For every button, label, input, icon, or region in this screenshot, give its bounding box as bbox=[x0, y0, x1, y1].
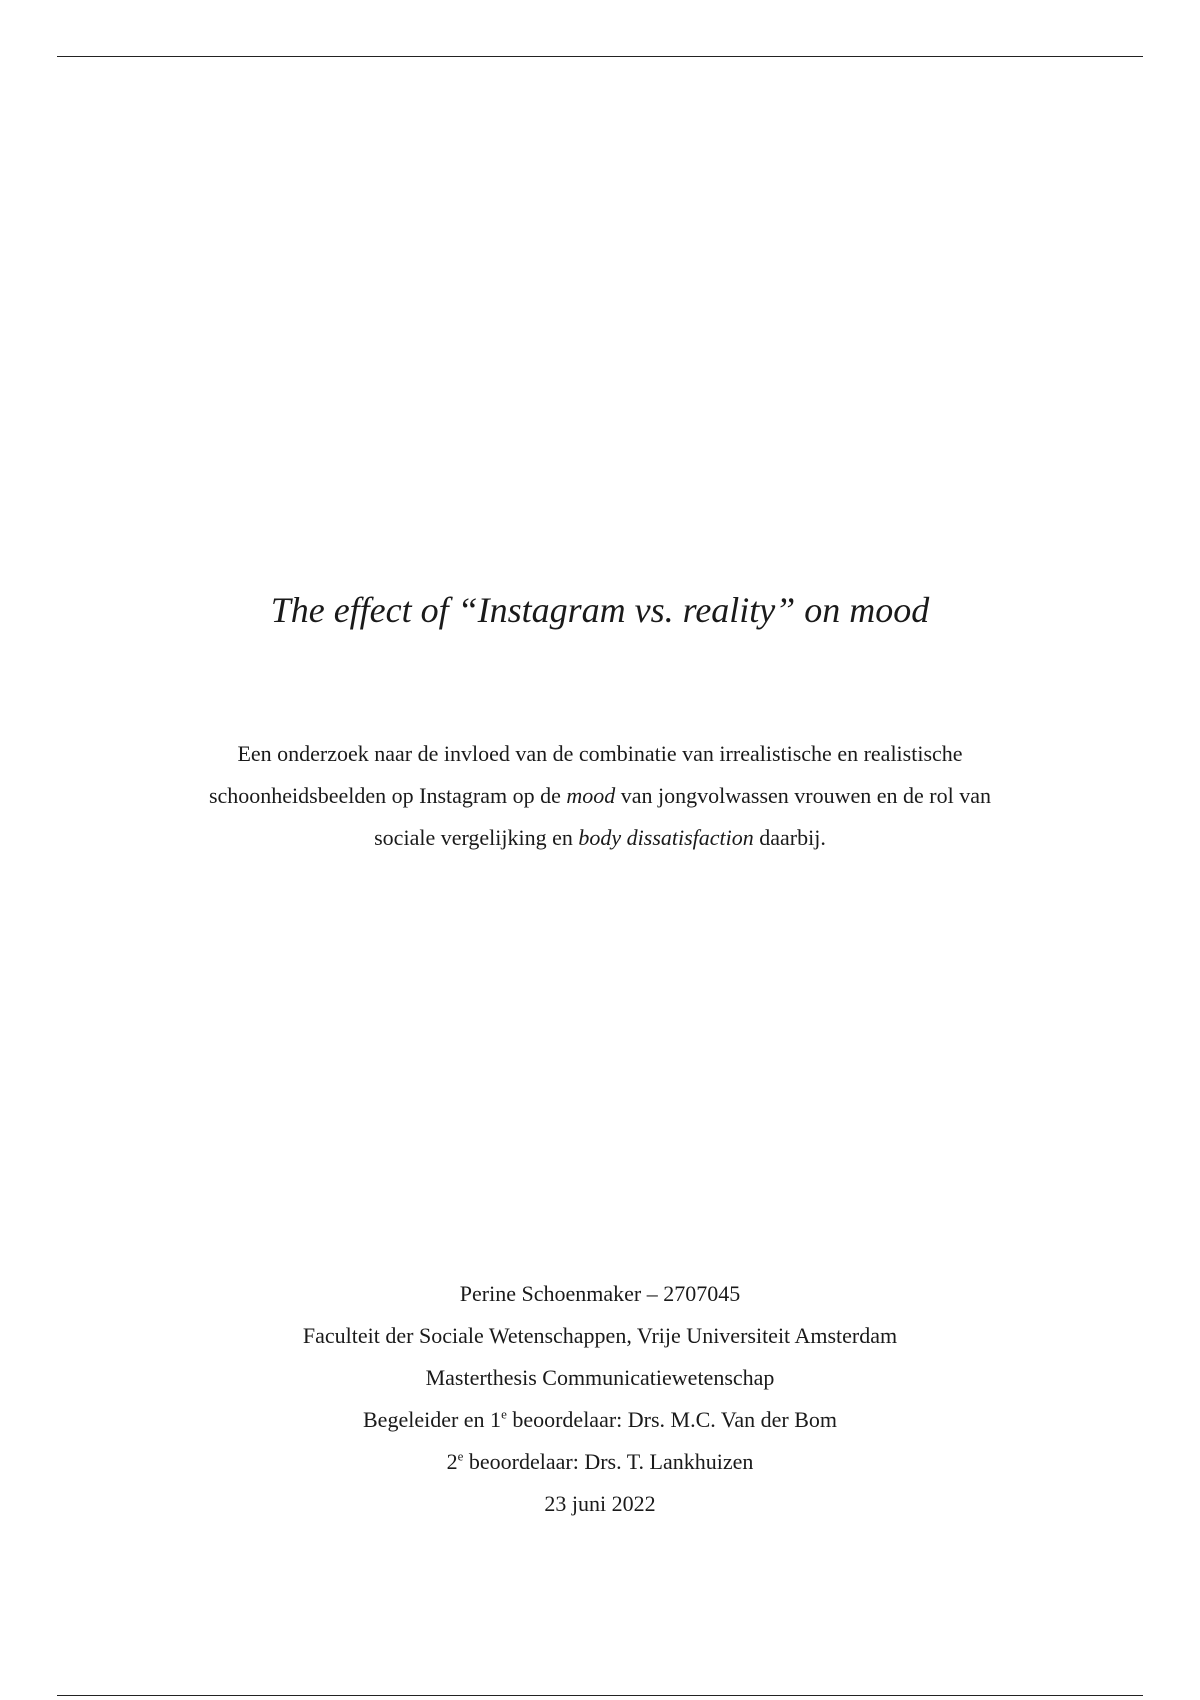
subtitle-line-1-text: Een onderzoek naar de invloed van de combinatie van irrealistische en realistische bbox=[237, 741, 963, 766]
supervisor-superscript: e bbox=[501, 1406, 507, 1422]
supervisor-post: beoordelaar: Drs. M.C. Van der Bom bbox=[506, 1407, 837, 1432]
subtitle-line-1 bbox=[150, 733, 1050, 775]
thesis-subtitle bbox=[150, 733, 1050, 859]
subtitle-line-2-post: van jongvolwassen vrouwen en de rol van bbox=[615, 783, 992, 808]
subtitle-line-2 bbox=[150, 775, 1050, 817]
subtitle-line-3-pre: sociale vergelijking en bbox=[374, 825, 579, 850]
subtitle-emphasis-mood: mood bbox=[566, 783, 616, 808]
second-assessor-pre: 2 bbox=[446, 1449, 458, 1474]
subtitle-emphasis-body-dissatisfaction: body dissatisfaction bbox=[578, 825, 754, 850]
second-assessor-superscript: e bbox=[457, 1448, 464, 1464]
second-assessor-post: beoordelaar: Drs. T. Lankhuizen bbox=[463, 1449, 754, 1474]
bottom-rule bbox=[57, 1695, 1143, 1696]
supervisor-pre: Begeleider en 1 bbox=[363, 1407, 502, 1432]
author-info bbox=[0, 1273, 1200, 1525]
subtitle-line-3-post: daarbij. bbox=[753, 825, 826, 850]
subtitle-line-3 bbox=[150, 817, 1050, 859]
second-assessor-line bbox=[0, 1441, 1200, 1483]
faculty-line: Faculteit der Sociale Wetenschappen, Vrije Universiteit Amsterdam bbox=[302, 1323, 898, 1348]
top-rule bbox=[57, 56, 1143, 57]
date-line: 23 juni 2022 bbox=[544, 1491, 656, 1516]
program-line: Masterthesis Communicatiewetenschap bbox=[425, 1365, 775, 1390]
subtitle-line-2-pre: schoonheidsbeelden op Instagram op de bbox=[208, 783, 567, 808]
thesis-title: The effect of “Instagram vs. reality” on mood bbox=[270, 590, 930, 630]
supervisor-line bbox=[0, 1399, 1200, 1441]
author-name-line: Perine Schoenmaker – 2707045 bbox=[459, 1281, 741, 1306]
